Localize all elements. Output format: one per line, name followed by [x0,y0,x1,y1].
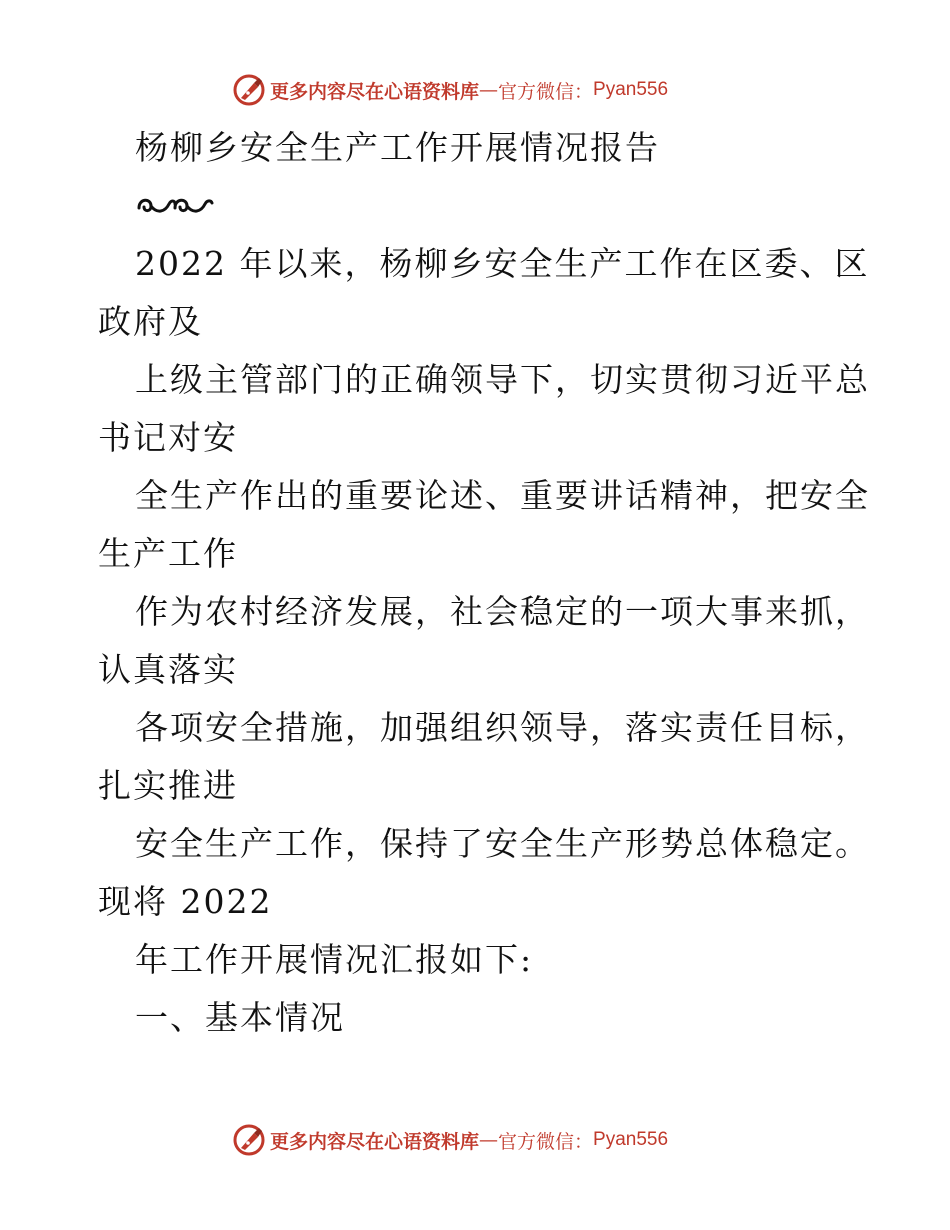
banner-main-text: 更多内容尽在心语资料库 [270,1130,480,1153]
body-line-11: 安全生产工作，保持了安全生产形势总体稳定。 [135,824,870,863]
banner-sub-text: 官方微信： [498,1130,594,1153]
body-line-13: 年工作开展情况汇报如下: [135,940,534,979]
footer-banner [232,1123,668,1157]
banner-wechat-id: Pyan556 [593,79,669,100]
banner-main-text: 更多内容尽在心语资料库 [270,80,480,103]
body-line-12: 现将 2022 [98,882,273,921]
body-line-6: 生产工作 [98,534,238,573]
body-line-2: 政府及 [98,302,203,341]
banner-wechat-id: Pyan556 [593,1129,669,1150]
pen-nib-logo-icon [232,1123,266,1157]
pen-nib-logo-icon [232,73,266,107]
body-line-1: 2022 年以来，杨柳乡安全生产工作在区委、区 [135,244,870,283]
banner-dash: — [479,79,499,101]
section-heading: 一、基本情况 [135,998,345,1037]
document-title: 杨柳乡安全生产工作开展情况报告 [135,128,660,167]
body-line-8: 认真落实 [98,650,238,689]
decorative-scroll-icon [135,190,215,220]
header-banner [232,73,668,107]
body-line-7: 作为农村经济发展，社会稳定的一项大事来抓， [135,592,870,631]
body-line-4: 书记对安 [98,418,238,457]
banner-dash: — [479,1129,499,1151]
body-line-5: 全生产作出的重要论述、重要讲话精神，把安全 [135,476,870,515]
body-line-3: 上级主管部门的正确领导下，切实贯彻习近平总 [135,360,870,399]
body-line-9: 各项安全措施，加强组织领导，落实责任目标， [135,708,870,747]
banner-sub-text: 官方微信： [498,80,594,103]
body-line-10: 扎实推进 [98,766,238,805]
